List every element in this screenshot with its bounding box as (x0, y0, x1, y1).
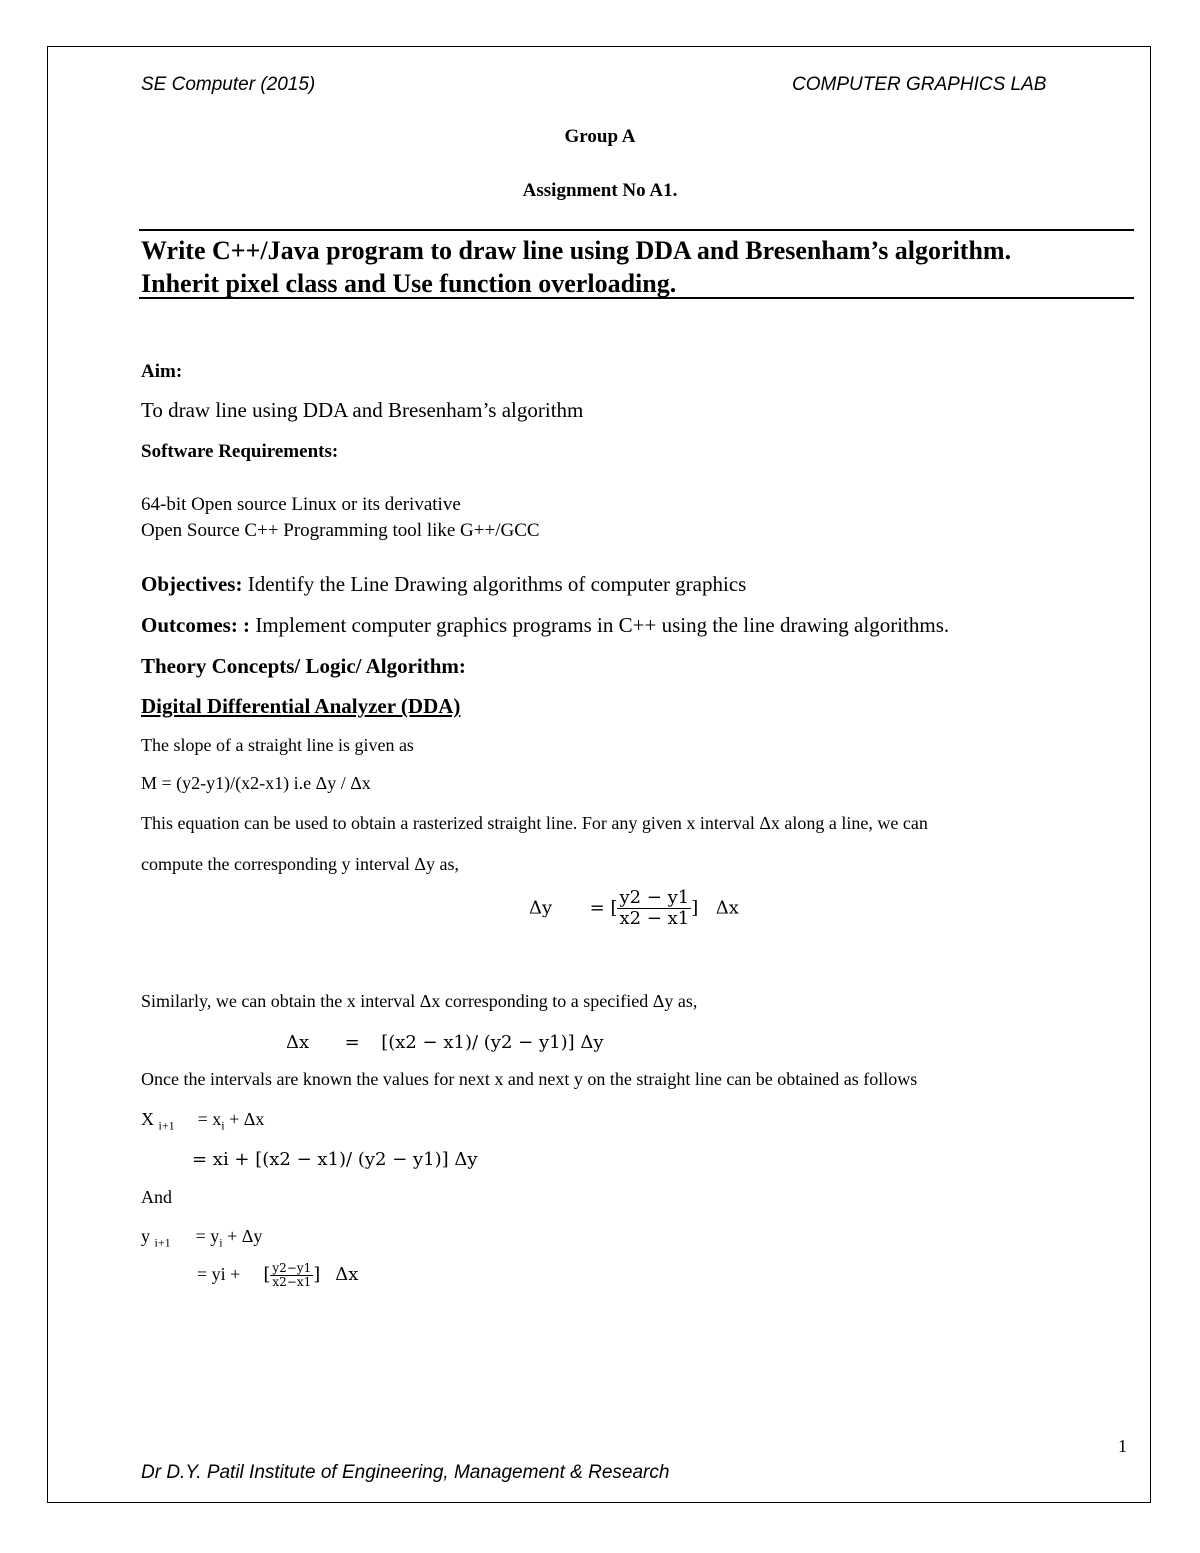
equation-dx (286, 1032, 604, 1053)
eq3-rhs-2: + Δx (224, 1109, 265, 1129)
and-text: And (141, 1187, 172, 1207)
objectives-text: Identify the Line Drawing algorithms of computer graphics (242, 572, 747, 596)
page-number: 1 (1118, 1436, 1127, 1456)
eq6-open: [ (263, 1263, 271, 1285)
eq1-numerator: y2 − y1 (619, 887, 690, 908)
outcomes-line (141, 613, 949, 638)
dda-para-5: Similarly, we can obtain the x interval Δx corresponding to a specified Δy as, (141, 991, 698, 1011)
eq5-subscript: i+1 (154, 1235, 171, 1250)
objectives-line (141, 572, 746, 597)
title-rule-top (139, 229, 1134, 231)
dda-para-1: The slope of a straight line is given as (141, 735, 414, 755)
eq3-subscript: i+1 (158, 1118, 175, 1133)
eq3-rhs: = x (197, 1109, 222, 1129)
dda-para-4: compute the corresponding y interval Δy as, (141, 854, 459, 874)
eq5-subscript-i: i (219, 1235, 223, 1250)
dda-para-3: This equation can be used to obtain a rasterized straight line. For any given x interval Δx along a line, we can (141, 813, 928, 833)
eq1-equals: = [ (589, 897, 618, 919)
header-right: COMPUTER GRAPHICS LAB (792, 74, 1047, 95)
eq1-rhs: Δx (715, 897, 739, 919)
dda-heading: Digital Differential Analyzer (DDA) (141, 694, 461, 718)
equation-x-next-expanded: = xi + [(x2 − x1)/ (y2 − y1)] Δy (192, 1149, 478, 1170)
title-rule-bottom (139, 297, 1134, 299)
software-label: Software Requirements: (141, 441, 339, 462)
aim-text: To draw line using DDA and Bresenham’s algorithm (141, 398, 584, 422)
outcomes-label: Outcomes: : (141, 613, 251, 637)
eq5-rhs: = y (195, 1226, 220, 1246)
theory-label: Theory Concepts/ Logic/ Algorithm: (141, 654, 466, 678)
footer-institute: Dr D.Y. Patil Institute of Engineering, Management & Research (141, 1462, 670, 1483)
equation-y-next-expanded (197, 1262, 358, 1289)
equation-x-next (141, 1109, 264, 1134)
equation-dy (529, 888, 739, 929)
assignment-number: Assignment No A1. (522, 180, 678, 201)
dda-para-2: M = (y2-y1)/(x2-x1) i.e Δy / Δx (141, 773, 371, 793)
eq1-fraction (617, 888, 691, 929)
eq6-close: ] (313, 1263, 321, 1285)
header-left: SE Computer (2015) (141, 74, 316, 95)
eq5-rhs-2: + Δy (222, 1226, 263, 1246)
eq6-rhs: Δx (335, 1263, 359, 1285)
title-line-1: Write C++/Java program to draw line using DDA and Bresenham’s algorithm. (141, 236, 1012, 265)
eq3-lhs: X (141, 1109, 154, 1129)
outcomes-text: Implement computer graphics programs in C++ using the line drawing algorithms. (250, 613, 950, 637)
eq3-subscript-i: i (221, 1118, 225, 1133)
eq1-close: ] (691, 897, 699, 919)
eq6-denominator: x2−x1 (272, 1275, 312, 1290)
eq6-pre: = yi + (197, 1263, 241, 1284)
eq6-numerator: y2−y1 (272, 1261, 312, 1275)
dda-para-6: Once the intervals are known the values for next x and next y on the straight line can be obtained as follows (141, 1069, 918, 1089)
eq1-denominator: x2 − x1 (619, 907, 690, 929)
eq2-equals: = (344, 1032, 360, 1053)
eq6-fraction (270, 1262, 313, 1289)
eq2-lhs: Δx (286, 1032, 310, 1053)
assignment-title (141, 234, 1011, 300)
eq5-lhs: y (141, 1226, 150, 1246)
aim-label: Aim: (141, 361, 183, 382)
eq1-lhs: Δy (529, 897, 553, 919)
title-line-2: Inherit pixel class and Use function overloading. (141, 269, 677, 298)
equation-y-next (141, 1226, 262, 1251)
group-title: Group A (564, 126, 636, 147)
objectives-label: Objectives: (141, 572, 243, 596)
eq2-rhs: [(x2 − x1)/ (y2 − y1)] Δy (381, 1032, 604, 1053)
software-line-2: Open Source C++ Programming tool like G++/GCC (141, 520, 540, 541)
software-line-1: 64-bit Open source Linux or its derivative (141, 494, 461, 515)
